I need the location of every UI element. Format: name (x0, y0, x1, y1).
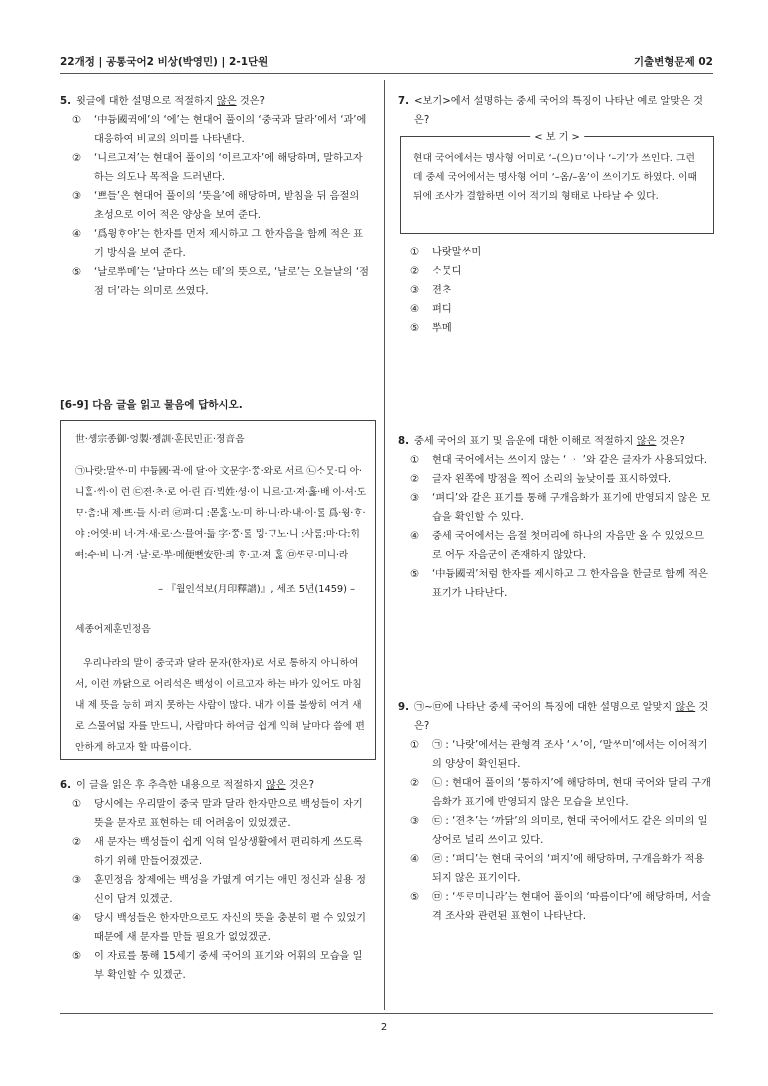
choice-3[interactable] (398, 281, 713, 300)
stem-text: 중세 국어의 표기 및 음운에 대한 이해로 적절하지 (414, 436, 637, 447)
stem-text-end: 것은? (414, 702, 709, 732)
translation-text: 우리나라의 말이 중국과 달라 문자(한자)로 서로 통하지 아니하여서, 이런 까닭으로 어리석은 백성이 이르고자 하는 바가 있어도 마침내 제 뜻을 능히 펴지 못하는 사람이 많다. 내가 이를 불쌍히 여겨 새로 스물여덟 자를 만드니, 사람마다 하여금 쉽게 익혀 날마다 씀에 편안하게 하고자 할 따름이다. (75, 658, 365, 753)
choice-2[interactable] (398, 262, 713, 281)
column-divider (384, 80, 385, 1010)
choice-5[interactable] (398, 565, 713, 603)
question-set-label: [6-9] 다음 글을 읽고 물음에 답하시오. (60, 399, 243, 411)
choice-4[interactable] (60, 909, 372, 947)
choice-text: 새 문자는 백성들이 쉽게 익혀 일상생활에서 편리하게 쓰도록 하기 위해 만들어졌겠군. (94, 837, 363, 867)
choice-mark: ③ (410, 493, 420, 504)
choice-3[interactable] (398, 489, 713, 527)
choice-text: 중세 국어에서는 음절 첫머리에 하나의 자음만 올 수 있었으므로 어두 자음군이 존재하지 않았다. (432, 531, 704, 561)
question-stem (60, 776, 372, 795)
choice-text: ㉡ : 현대어 풀이의 ‘통하지’에 해당하며, 현대 국어와 달리 구개음화가 표기에 반영되지 않은 모습을 보인다. (432, 778, 711, 808)
choice-5[interactable] (398, 888, 713, 926)
choice-mark: ① (410, 455, 420, 466)
stem-emphasis: 않은 (675, 702, 696, 713)
choice-mark: ③ (410, 816, 420, 827)
question-number: 9. (398, 702, 409, 713)
choice-text: ㉠ : ‘나랏’에서는 관형격 조사 ‘ㅅ’이, ‘말ᄊᆞ미’에서는 이어적기의 양상이 확인된다. (432, 740, 708, 770)
passage-original-text: ㉠나랏:말ᄊᆞ·미 中듕國·귁·에 달·아 文문字·ᄍᆞᆼ·와로 서르 ㉡ᄉᆞᄆᆞᆺ·디 아·니ᄒᆞᆯ·ᄊᆡ·이 런 ㉢젼·ᄎᆞ·로 어·린 百·ᄇᆡᆨ姓·셩·이 니르·고·져·홇·배 이·셔·도 ᄆᆞ·ᄎᆞᆷ:내 제·ᄠᅳ·들 시·러 ㉣펴·디 :몯ᄒᆞᇙ·노·미 하·니·라·내·이·ᄅᆞᆯ 爲·윙·ᄒᆞ·야 :어엿·비 너·겨·새·로·스·믈여·듧 字·ᄍᆞᆼ·ᄅᆞᆯ ᄆᆡᇰ·ᄀᆞ노·니 :사ᄅᆞᆷ:마·다:ᄒᆡᅇᅧ:수·비 니·겨 ·날·로·ᄡᅮ·메便뼌安ᅙᅡᆫ·킈 ᄒᆞ·고·져 ᄒᆞᇙ ㉤ᄯᆞᄅᆞ·미니·라 (75, 466, 366, 561)
question-number: 7. (398, 96, 409, 107)
choice-mark: ② (410, 778, 420, 789)
stem-text-end: 것은? (656, 436, 685, 447)
choice-text: ‘펴디’와 같은 표기를 통해 구개음화가 표기에 반영되지 않은 모습을 확인할 수 있다. (432, 493, 711, 523)
choice-1[interactable] (60, 111, 372, 149)
choice-4[interactable] (398, 850, 713, 888)
header-course-info: 22개정 | 공통국어2 비상(박영민) | 2-1단원 (60, 56, 269, 68)
example-box-label: < 보 기 > (530, 128, 584, 143)
choice-mark: ② (72, 837, 82, 848)
choice-text: ‘中듕國귁에’의 ‘에’는 현대어 풀이의 ‘중국과 달라’에서 ‘과’에 대응하여 비교의 의미를 나타낸다. (94, 115, 367, 145)
choice-text: ‘니르고져’는 현대어 풀이의 ‘이르고자’에 해당하며, 말하고자 하는 의도나 목적을 드러낸다. (94, 153, 363, 183)
stem-emphasis: 않은 (265, 780, 286, 791)
stem-text: ㉠~㉤에 나타난 중세 국어의 특징에 대한 설명으로 알맞지 (414, 702, 676, 713)
choice-text: ᄉᆞᄆᆞᆺ디 (432, 266, 462, 277)
choice-1[interactable] (398, 243, 713, 262)
choice-1[interactable] (398, 736, 713, 774)
choice-4[interactable] (398, 300, 713, 319)
choice-mark: ⑤ (72, 267, 82, 278)
choice-5[interactable] (60, 263, 372, 301)
footer-rule (60, 1013, 713, 1014)
choice-mark: ② (72, 153, 82, 164)
question-number: 8. (398, 436, 409, 447)
choice-1[interactable] (60, 795, 372, 833)
choice-text: ‘쁘들’은 현대어 풀이의 ‘뜻을’에 해당하며, 받침을 뒤 음절의 초성으로 이어 적은 양상을 보여 준다. (94, 191, 360, 221)
choice-4[interactable] (60, 225, 372, 263)
choice-text: ᄡᅮ메 (432, 323, 452, 334)
question-stem (398, 92, 713, 130)
choice-text: ‘날로ᄡᅮ메’는 ‘날마다 쓰는 데’의 뜻으로, ‘날로’는 오늘날의 ‘점점 더’라는 의미로 쓰였다. (94, 267, 369, 297)
choice-text: 훈민정음 창제에는 백성을 가엾게 여기는 애민 정신과 실용 정신이 담겨 있겠군. (94, 875, 366, 905)
stem-text: 윗글에 대한 설명으로 적절하지 (76, 96, 217, 107)
stem-emphasis: 않은 (216, 96, 237, 107)
stem-text-end: 것은? (236, 96, 265, 107)
stem-text: <보기>에서 설명하는 중세 국어의 특징이 나타난 예로 알맞은 것은? (414, 96, 704, 126)
choice-mark: ⑤ (72, 951, 82, 962)
choice-5[interactable] (60, 947, 372, 985)
choice-mark: ③ (72, 875, 82, 886)
choice-mark: ① (410, 247, 420, 258)
choice-text: 당시에는 우리말이 중국 말과 달라 한자만으로 백성들이 자기 뜻을 문자로 표현하는 데 어려움이 있었겠군. (94, 799, 363, 829)
choice-text: ㉤ : ‘ᄯᆞᄅᆞ미니라’는 현대어 풀이의 ‘따름이다’에 해당하며, 서술격 조사와 관련된 표현이 나타난다. (432, 892, 711, 922)
choice-3[interactable] (60, 187, 372, 225)
question-number: 5. (60, 96, 71, 107)
question-6 (60, 776, 372, 985)
choice-mark: ④ (72, 229, 82, 240)
example-box-text: 현대 국어에서는 명사형 어미로 ‘–(으)ㅁ’이나 ‘–기’가 쓰인다. 그런데 중세 국어에서는 명사형 어미 ‘–옴/–움’이 쓰이기도 하였다. 이때 뒤에 조사가 결합하면 이어 적기의 형태로 나타날 수 있다. (413, 153, 697, 202)
choice-text: 현대 국어에서는 쓰이지 않는 ‘ ᆞ ’와 같은 글자가 사용되었다. (432, 455, 708, 466)
choice-text: 글자 왼쪽에 방점을 찍어 소리의 높낮이를 표시하였다. (432, 474, 672, 485)
choice-text: ㉢ : ‘젼ᄎᆞ’는 ‘까닭’의 의미로, 현대 국어에서도 같은 의미의 일상어로 널리 쓰이고 있다. (432, 816, 708, 846)
passage-title: 世·솅宗종御·엉製·졩訓·훈民민正·졍音음 (75, 434, 245, 445)
choice-mark: ① (72, 115, 82, 126)
choice-text: ‘爲윙ᄒᆞ야’는 한자를 먼저 제시하고 그 한자음을 함께 적은 표기 방식을 보여 준다. (94, 229, 363, 259)
question-5 (60, 92, 372, 301)
choice-3[interactable] (398, 812, 713, 850)
choice-text: 펴디 (432, 304, 452, 315)
stem-text: 이 글을 읽은 후 추측한 내용으로 적절하지 (76, 780, 266, 791)
question-7 (398, 92, 713, 130)
choice-text: 젼ᄎᆞ (432, 285, 452, 296)
choice-mark: ② (410, 474, 420, 485)
choice-2[interactable] (60, 833, 372, 871)
question-7-choices (398, 243, 713, 338)
choice-mark: ③ (410, 285, 420, 296)
question-8 (398, 432, 713, 603)
choice-mark: ② (410, 266, 420, 277)
header-rule (60, 73, 713, 74)
choice-2[interactable] (60, 149, 372, 187)
stem-text-end: 것은? (285, 780, 314, 791)
choice-mark: ① (72, 799, 82, 810)
choice-mark: ④ (72, 913, 82, 924)
choice-text: 이 자료를 통해 15세기 중세 국어의 표기와 어휘의 모습을 일부 확인할 수 있겠군. (94, 951, 363, 981)
page-number: 2 (380, 1022, 388, 1033)
choice-text: ‘中듕國귁’처럼 한자를 제시하고 그 한자음을 한글로 함께 적은 표기가 나타난다. (432, 569, 708, 599)
question-number: 6. (60, 780, 71, 791)
header-doc-type: 기출변형문제 02 (633, 56, 713, 68)
question-stem (398, 698, 713, 736)
page-header (60, 50, 713, 70)
choice-2[interactable] (398, 774, 713, 812)
choice-text: 나랏말ᄊᆞ미 (432, 247, 482, 258)
choice-mark: ③ (72, 191, 82, 202)
choice-text: ㉣ : ‘펴디’는 현대 국어의 ‘펴지’에 해당하며, 구개음화가 적용되지 않은 표기이다. (432, 854, 705, 884)
choice-5[interactable] (398, 319, 713, 338)
choice-text: 당시 백성들은 한자만으로도 자신의 뜻을 충분히 펼 수 있었기 때문에 새 문자를 만들 필요가 없었겠군. (94, 913, 366, 943)
choice-mark: ④ (410, 854, 420, 865)
reading-passage (60, 420, 376, 760)
question-stem (398, 432, 713, 451)
choice-4[interactable] (398, 527, 713, 565)
choice-3[interactable] (60, 871, 372, 909)
translation-title: 세종어제훈민정음 (75, 624, 151, 635)
choice-mark: ⑤ (410, 323, 420, 334)
question-stem (60, 92, 372, 111)
choice-mark: ⑤ (410, 892, 420, 903)
choice-mark: ④ (410, 304, 420, 315)
passage-source: – 『월인석보(月印釋譜)』, 세조 5년(1459) – (158, 584, 355, 595)
choice-mark: ⑤ (410, 569, 420, 580)
choice-2[interactable] (398, 470, 713, 489)
choice-mark: ① (410, 740, 420, 751)
question-9 (398, 698, 713, 926)
choice-mark: ④ (410, 531, 420, 542)
example-box (400, 132, 714, 234)
choice-1[interactable] (398, 451, 713, 470)
stem-emphasis: 않은 (636, 436, 657, 447)
